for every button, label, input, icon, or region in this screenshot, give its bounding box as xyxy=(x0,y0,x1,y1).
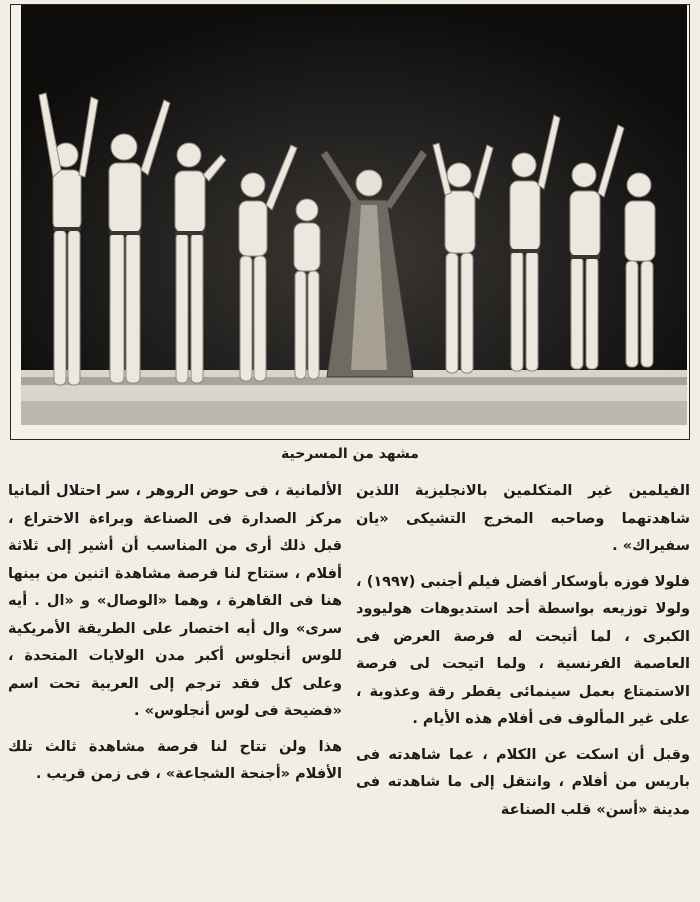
photo-caption: مشهد من المسرحية xyxy=(281,446,419,462)
paragraph: الفيلمين غير المتكلمين بالانجليزية اللذين شاهدتهما وصاحبه المخرج التشيكى «يان سفيراك» . xyxy=(356,483,690,554)
paragraph: فلولا فوزه بأوسكار أفضل فيلم أجنبى (١٩٩٧) ، ولولا توزيعه بواسطة أحد استديوهات هوليوود الكبرى ، لما أتيحت له فرصة العرض فى العاصمة الفرنسية ، ولما اتيحت لى فرصة الاستمتاع بعمل سينمائى يقطر رقة وعذوبة ، على غير المألوف فى أفلام هذه الأيام . xyxy=(356,573,690,727)
photo-frame xyxy=(10,4,690,440)
paragraph: هذا ولن تتاح لنا فرصة مشاهدة ثالث تلك الأفلام «أجنحة الشجاعة» ، فى زمن قريب . xyxy=(8,738,342,782)
paragraph: وقبل أن اسكت عن الكلام ، عما شاهدته فى باريس من أفلام ، وانتقل إلى ما شاهدته فى مدينة «أسن» قلب الصناعة xyxy=(356,746,690,818)
paragraph: الألمانية ، فى حوض الروهر ، سر احتلال ألمانيا مركز الصدارة فى الصناعة وبراءة الاختراع ، قبل ذلك أرى من المناسب أن أشير إلى ثلاثة أفلام ، ستتاح لنا فرصة مشاهدة اثنين من بينها هنا فى القاهرة ، وهما «الوصال» و «ال . أيه سرى» وال أيه اختصار على الطريقة الأمريكية للوس أنجلوس أكبر مدن الولايات المتحدة ، وعلى كل فقد ترجم إلى العربية تحت اسم «فضيحة فى لوس أنجلوس» . xyxy=(8,483,342,719)
stage-photo xyxy=(21,5,687,425)
article-column-right xyxy=(356,478,690,832)
article-column-left xyxy=(8,478,342,797)
